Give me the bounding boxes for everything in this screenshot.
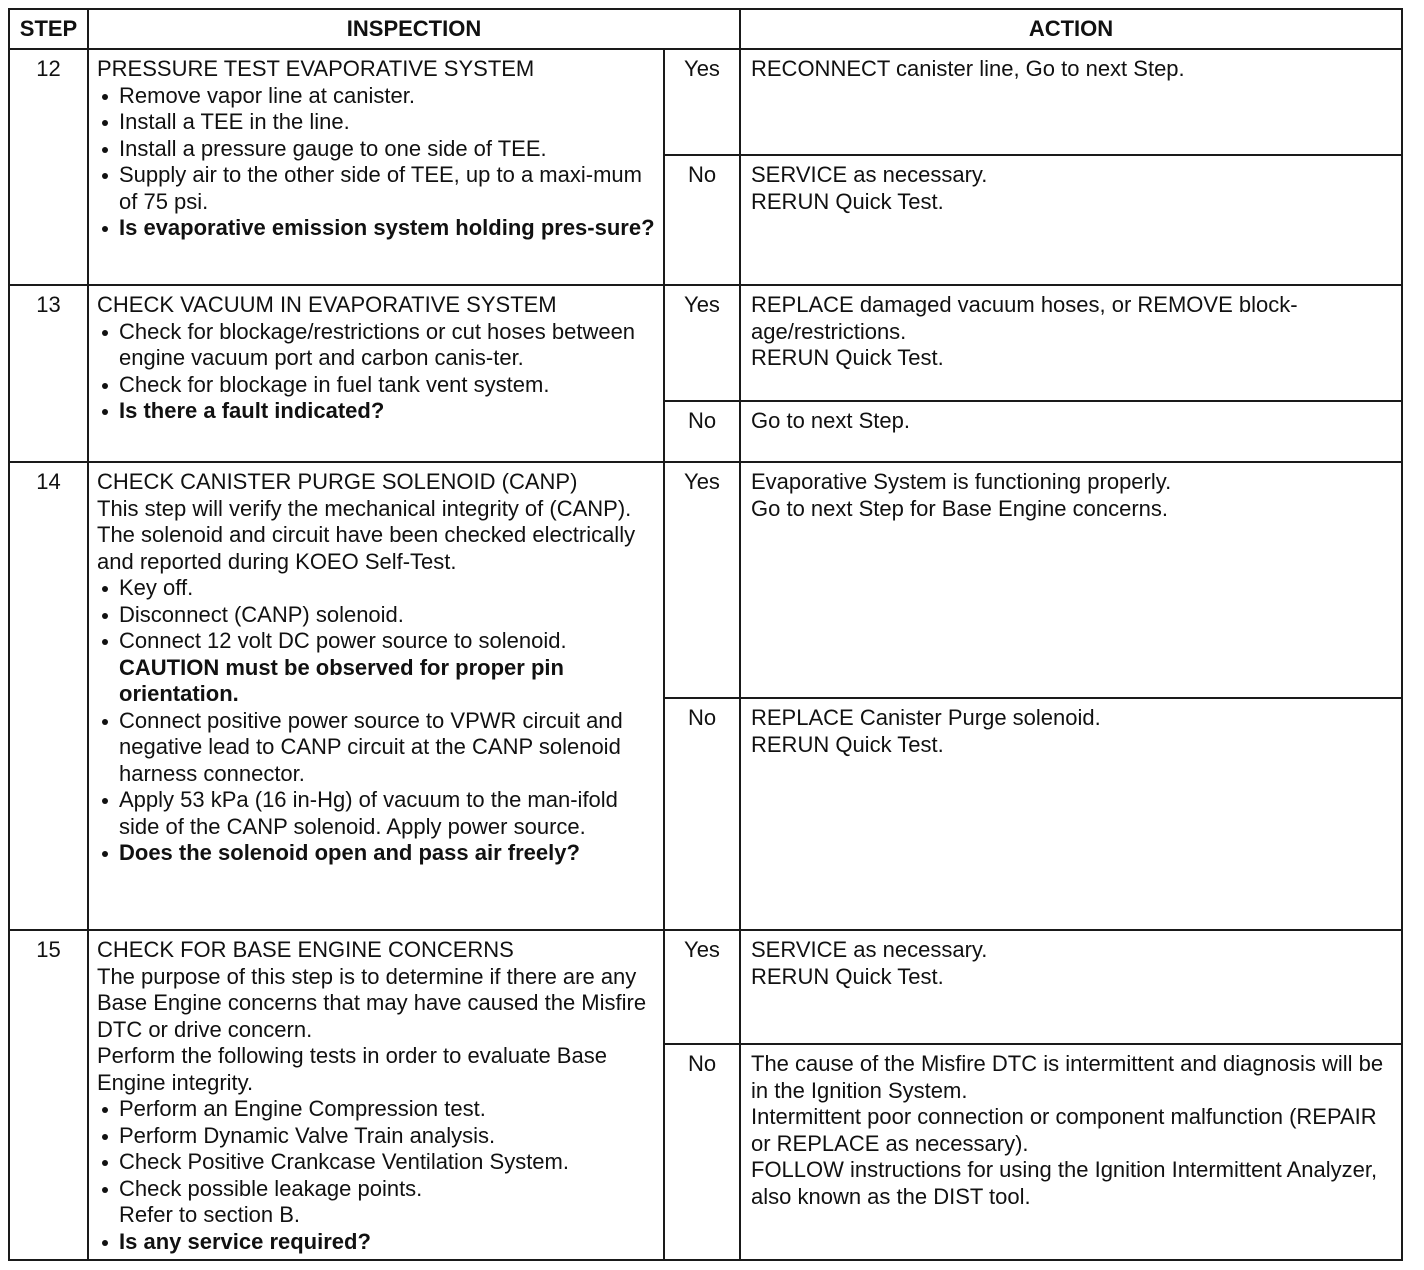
step-title: PRESSURE TEST EVAPORATIVE SYSTEM <box>97 56 535 81</box>
no-action <box>740 155 1402 285</box>
list-item: Remove vapor line at canister. <box>97 83 655 110</box>
step-15-yes-row <box>9 930 1402 1044</box>
header-step: STEP <box>9 9 88 49</box>
list-item: Check for blockage in fuel tank vent system. <box>97 372 655 399</box>
step-13-yes-row <box>9 285 1402 401</box>
list-item: Check Positive Crankcase Ventilation System. <box>97 1149 655 1176</box>
header-inspection: INSPECTION <box>88 9 740 49</box>
step-question: Does the solenoid open and pass air freely? <box>97 840 655 867</box>
header-action: ACTION <box>740 9 1402 49</box>
list-item: Disconnect (CANP) solenoid. <box>97 602 655 629</box>
step-question: Is evaporative emission system holding pres-sure? <box>97 215 655 242</box>
yes-action <box>740 462 1402 698</box>
action-line: RERUN Quick Test. <box>751 345 944 370</box>
yes-label: Yes <box>664 49 740 155</box>
action-line: REPLACE damaged vacuum hoses, or REMOVE block-age/restrictions. <box>751 292 1298 344</box>
step-number: 12 <box>9 49 88 285</box>
action-line: Intermittent poor connection or component malfunction (REPAIR or REPLACE as necessary). <box>751 1104 1377 1156</box>
list-item: Connect positive power source to VPWR circuit and negative lead to CANP circuit at the CANP solenoid harness connector. <box>97 708 655 788</box>
list-item: Apply 53 kPa (16 in-Hg) of vacuum to the man-ifold side of the CANP solenoid. Apply power source. <box>97 787 655 840</box>
list-item: Perform Dynamic Valve Train analysis. <box>97 1123 655 1150</box>
step-intro: The purpose of this step is to determine if there are any Base Engine concerns that may have caused the Misfire DTC or drive concern. <box>97 963 647 1042</box>
no-label: No <box>664 155 740 285</box>
inspection-cell <box>88 930 664 1260</box>
step-number: 15 <box>9 930 88 1260</box>
action-line: FOLLOW instructions for using the Ignition Intermittent Analyzer, also known as the DIST tool. <box>751 1157 1378 1209</box>
action-line: SERVICE as necessary. <box>751 937 988 962</box>
step-title: CHECK FOR BASE ENGINE CONCERNS <box>97 937 514 962</box>
caution-note: CAUTION must be observed for proper pin orientation. <box>119 654 564 706</box>
action-line: RERUN Quick Test. <box>751 963 944 989</box>
list-item: Install a TEE in the line. <box>97 109 655 136</box>
yes-label: Yes <box>664 285 740 401</box>
action-line: SERVICE as necessary. <box>751 162 988 187</box>
yes-label: Yes <box>664 930 740 1044</box>
action-line: Go to next Step. <box>751 408 910 433</box>
header-row <box>9 9 1402 49</box>
inspection-cell <box>88 285 664 462</box>
yes-action <box>740 49 1402 155</box>
diagnostic-table <box>8 8 1403 1261</box>
yes-action <box>740 930 1402 1044</box>
list-item: Connect 12 volt DC power source to solenoid. <box>97 628 655 655</box>
step-question: Is any service required? <box>97 1229 655 1256</box>
step-number: 13 <box>9 285 88 462</box>
list-item: Key off. <box>97 575 655 602</box>
inspection-cell <box>88 49 664 285</box>
no-action <box>740 698 1402 930</box>
step-12-yes-row <box>9 49 1402 155</box>
no-action <box>740 1044 1402 1260</box>
action-line: REPLACE Canister Purge solenoid. <box>751 705 1101 730</box>
yes-label: Yes <box>664 462 740 698</box>
step-number: 14 <box>9 462 88 930</box>
action-line: Evaporative System is functioning properly. <box>751 469 1172 494</box>
action-line: RECONNECT canister line, Go to next Step. <box>751 56 1185 81</box>
step-title: CHECK VACUUM IN EVAPORATIVE SYSTEM <box>97 292 557 317</box>
step-intro: This step will verify the mechanical integrity of (CANP). The solenoid and circuit have been checked electrically and reported during KOEO Self-Test. <box>97 495 636 574</box>
action-line: RERUN Quick Test. <box>751 731 944 757</box>
no-label: No <box>664 1044 740 1260</box>
list-item: Install a pressure gauge to one side of TEE. <box>97 136 655 163</box>
list-item: Check for blockage/restrictions or cut hoses between engine vacuum port and carbon canis-ter. <box>97 319 655 372</box>
action-line: The cause of the Misfire DTC is intermittent and diagnosis will be in the Ignition System. <box>751 1051 1384 1103</box>
no-action <box>740 401 1402 462</box>
yes-action <box>740 285 1402 401</box>
list-item: Check possible leakage points. <box>97 1176 655 1203</box>
no-label: No <box>664 401 740 462</box>
inspection-cell <box>88 462 664 930</box>
list-item: Supply air to the other side of TEE, up to a maxi-mum of 75 psi. <box>97 162 655 215</box>
list-item: Perform an Engine Compression test. <box>97 1096 655 1123</box>
action-line: RERUN Quick Test. <box>751 188 944 214</box>
step-title: CHECK CANISTER PURGE SOLENOID (CANP) <box>97 469 578 494</box>
no-label: No <box>664 698 740 930</box>
step-question: Is there a fault indicated? <box>97 398 655 425</box>
step-14-yes-row <box>9 462 1402 698</box>
action-line: Go to next Step for Base Engine concerns. <box>751 495 1169 521</box>
refer-note: Refer to section B. <box>119 1202 300 1227</box>
step-intro-2: Perform the following tests in order to evaluate Base Engine integrity. <box>97 1043 607 1095</box>
